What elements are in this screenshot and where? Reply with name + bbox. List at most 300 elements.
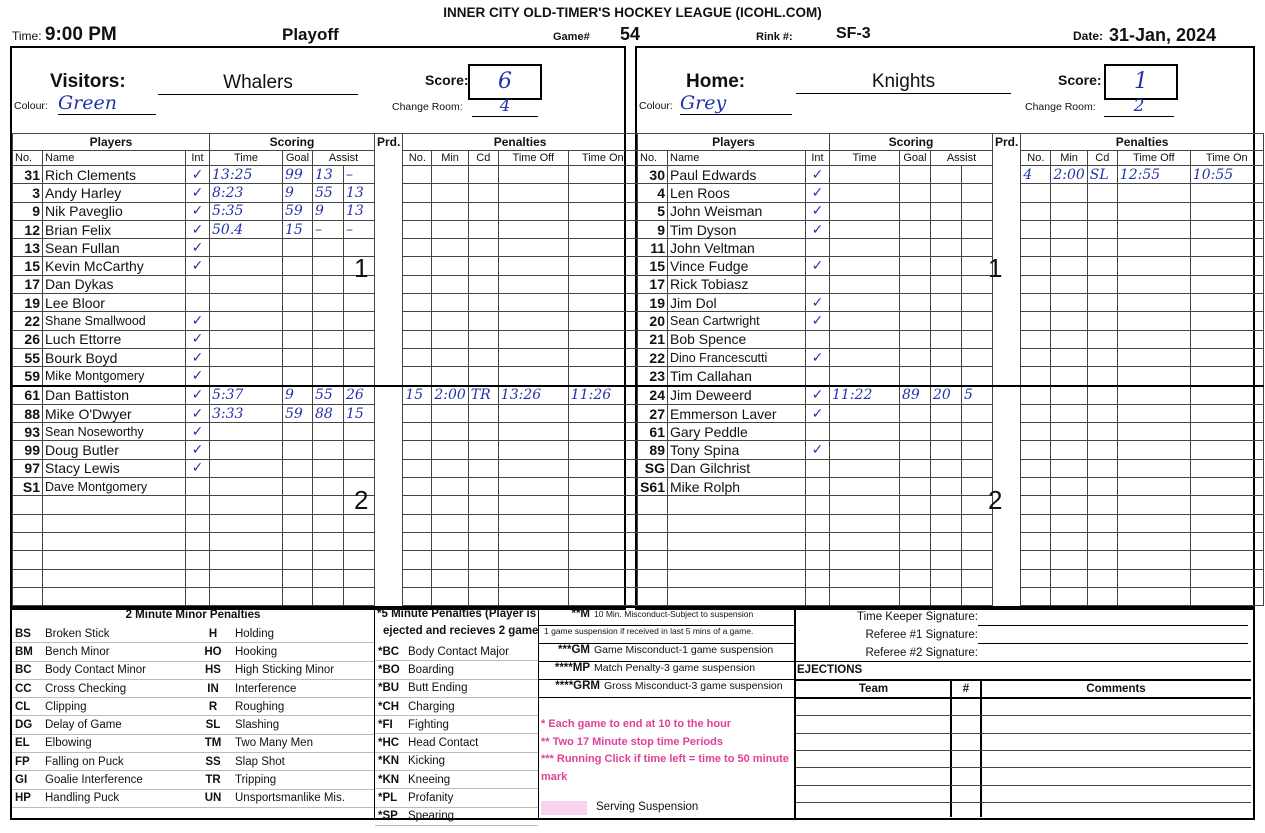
player-number: 26 [13, 330, 43, 348]
game-date: 31-Jan, 2024 [1109, 25, 1217, 45]
goal-scorer: 59 [283, 404, 313, 422]
penalty-code: TR [194, 771, 232, 789]
player-name: Luch Ettorre [43, 330, 186, 348]
goal-time [210, 275, 283, 293]
penalty-code [1087, 569, 1117, 587]
penalty-player [1021, 202, 1051, 220]
player-row [638, 294, 1264, 312]
player-name: Emmerson Laver [668, 404, 806, 422]
penalty-time-off [498, 478, 568, 496]
intro-check [186, 275, 210, 293]
player-row [13, 312, 638, 330]
player-name: John Veltman [668, 239, 806, 257]
penalty-code: HP [12, 789, 42, 807]
penalty-min [432, 532, 468, 550]
assist-1: 20 [931, 386, 962, 405]
penalty-time-off [498, 257, 568, 275]
home-colour-label: Colour: [639, 100, 673, 112]
assist-2 [962, 202, 993, 220]
goal-time [210, 441, 283, 459]
period-cell [993, 587, 1021, 605]
penalty-code: H [194, 625, 232, 643]
penalty-desc: Clipping [42, 698, 194, 716]
visitors-col-cd: Cd [468, 151, 498, 166]
assist-1 [931, 312, 962, 330]
penalty-time-off [1117, 348, 1190, 366]
intro-check [186, 532, 210, 550]
major-desc: Fighting [405, 716, 538, 734]
penalty-time-off [1117, 202, 1190, 220]
player-number: 89 [638, 441, 668, 459]
penalty-desc: Broken Stick [42, 625, 194, 643]
penalty-desc: Hooking [232, 643, 374, 661]
penalty-player [403, 330, 432, 348]
intro-check: ✓ [186, 348, 210, 366]
period-cell [375, 478, 403, 496]
penalty-time-on: 11:26 [568, 386, 637, 405]
goal-scorer [900, 423, 931, 441]
penalty-time-off [498, 514, 568, 532]
goal-scorer [283, 478, 313, 496]
legend-row [375, 807, 538, 825]
penalty-time-on [1190, 587, 1263, 605]
penalty-code [1087, 330, 1117, 348]
penalty-time-off [498, 202, 568, 220]
penalty-time-off [498, 459, 568, 477]
penalty-desc: Cross Checking [42, 679, 194, 697]
visitors-players-header: Players [13, 134, 210, 151]
penalty-code: EL [12, 734, 42, 752]
home-score-label: Score: [1058, 72, 1102, 88]
period-cell [993, 459, 1021, 477]
penalty-min [1051, 294, 1087, 312]
penalty-min [432, 294, 468, 312]
penalty-desc: Unsportsmanlike Mis. [232, 789, 374, 807]
penalty-time-off [1117, 478, 1190, 496]
visitors-change-room-label: Change Room: [392, 101, 463, 113]
period-cell [993, 569, 1021, 587]
player-number: 27 [638, 404, 668, 422]
penalty-code [1087, 294, 1117, 312]
assist-1 [931, 348, 962, 366]
goal-scorer: 9 [283, 184, 313, 202]
penalty-player [1021, 532, 1051, 550]
penalty-time-on [1190, 386, 1263, 405]
assist-1 [313, 478, 344, 496]
player-row [13, 184, 638, 202]
intro-check: ✓ [186, 312, 210, 330]
penalty-code [1087, 551, 1117, 569]
player-number: 59 [13, 367, 43, 386]
misconduct-item [540, 680, 792, 692]
penalty-min [432, 514, 468, 532]
player-name: Bob Spence [668, 330, 806, 348]
assist-2: 13 [344, 202, 375, 220]
assist-1 [931, 220, 962, 238]
goal-scorer [900, 166, 931, 184]
goal-scorer [283, 239, 313, 257]
goal-time [210, 348, 283, 366]
timekeeper-label: Time Keeper Signature: [856, 611, 978, 623]
period-cell [993, 220, 1021, 238]
goal-time [830, 257, 900, 275]
player-row [13, 404, 638, 422]
assist-2 [962, 312, 993, 330]
penalty-code [1087, 441, 1117, 459]
intro-check [806, 532, 830, 550]
goal-scorer: 9 [283, 386, 313, 405]
goal-scorer [900, 239, 931, 257]
assist-2: 26 [344, 386, 375, 405]
penalty-player [403, 202, 432, 220]
penalty-min [432, 423, 468, 441]
date-label: Date: [1073, 29, 1104, 43]
visitors-col-pen-no: No. [403, 151, 432, 166]
assist-1: 55 [313, 386, 344, 405]
intro-check: ✓ [806, 294, 830, 312]
visitors-col-min: Min [432, 151, 468, 166]
goal-time [830, 441, 900, 459]
penalty-player: 15 [403, 386, 432, 405]
visitors-col-name: Name [43, 151, 186, 166]
assist-1: 88 [313, 404, 344, 422]
penalty-min [432, 551, 468, 569]
penalty-time-off [1117, 386, 1190, 405]
intro-check: ✓ [806, 184, 830, 202]
misconduct-desc: 10 Min. Misconduct-Subject to suspension [594, 609, 754, 619]
major-code: *BO [375, 661, 405, 679]
goal-scorer [900, 220, 931, 238]
goal-time [830, 348, 900, 366]
player-row [13, 496, 638, 514]
penalty-time-off [498, 587, 568, 605]
penalty-code [1087, 312, 1117, 330]
assist-2 [962, 532, 993, 550]
assist-2 [962, 514, 993, 532]
player-row [13, 220, 638, 238]
player-name: Brian Felix [43, 220, 186, 238]
goal-scorer [900, 257, 931, 275]
penalty-time-off [1117, 569, 1190, 587]
penalty-time-on [568, 496, 637, 514]
penalty-time-on [1190, 404, 1263, 422]
penalty-min [1051, 496, 1087, 514]
penalty-time-off [1117, 441, 1190, 459]
player-name: Mike O'Dwyer [43, 404, 186, 422]
penalty-code [468, 514, 498, 532]
visitors-score: 6 [468, 64, 542, 100]
assist-2 [962, 551, 993, 569]
assist-2 [962, 404, 993, 422]
intro-check: ✓ [806, 220, 830, 238]
major-desc: Kicking [405, 752, 538, 770]
serving-suspension: Serving Suspension [596, 801, 699, 813]
period-cell [375, 441, 403, 459]
goal-time [830, 275, 900, 293]
misconduct-item [540, 644, 792, 656]
intro-check [186, 294, 210, 312]
assist-1 [313, 348, 344, 366]
goal-time [830, 404, 900, 422]
period-cell [375, 423, 403, 441]
penalty-player [1021, 569, 1051, 587]
goal-time [830, 587, 900, 605]
penalty-time-on [1190, 330, 1263, 348]
player-number: 12 [13, 220, 43, 238]
legend-row [12, 716, 374, 734]
goal-scorer [900, 514, 931, 532]
home-scoring-header: Scoring [830, 134, 993, 151]
penalty-time-off [498, 166, 568, 184]
penalty-time-off [1117, 239, 1190, 257]
legend-row [12, 771, 374, 789]
penalty-player [403, 184, 432, 202]
penalty-time-on [1190, 294, 1263, 312]
goal-scorer [283, 514, 313, 532]
goal-time [830, 239, 900, 257]
goal-time [830, 202, 900, 220]
period-cell [375, 459, 403, 477]
goal-time: 5:35 [210, 202, 283, 220]
major-desc: Boarding [405, 661, 538, 679]
penalty-player [1021, 478, 1051, 496]
player-number: 30 [638, 166, 668, 184]
penalty-time-on [1190, 423, 1263, 441]
player-name [668, 496, 806, 514]
period-cell [993, 404, 1021, 422]
goal-time [210, 257, 283, 275]
goal-scorer [900, 312, 931, 330]
assist-1 [313, 459, 344, 477]
penalty-code [468, 496, 498, 514]
penalty-code [468, 275, 498, 293]
assist-2 [344, 551, 375, 569]
intro-check: ✓ [806, 257, 830, 275]
period-cell [993, 330, 1021, 348]
penalty-time-off [498, 184, 568, 202]
penalty-code [1087, 496, 1117, 514]
penalty-player [403, 348, 432, 366]
goal-time [210, 478, 283, 496]
misconduct-item [540, 608, 792, 620]
player-number [638, 587, 668, 605]
assist-2: 5 [962, 386, 993, 405]
player-row [638, 275, 1264, 293]
player-name: Mike Montgomery [43, 367, 186, 386]
note-1: * Each game to end at 10 to the hour [541, 718, 732, 730]
goal-scorer [900, 496, 931, 514]
legend-row [12, 661, 374, 679]
assist-2 [344, 587, 375, 605]
penalty-time-on [568, 478, 637, 496]
player-row [13, 239, 638, 257]
player-row [638, 367, 1264, 386]
player-number: 9 [638, 220, 668, 238]
penalty-code [1087, 404, 1117, 422]
penalty-time-off [1117, 423, 1190, 441]
period-cell [993, 367, 1021, 386]
major-code: *BU [375, 679, 405, 697]
penalty-min [1051, 423, 1087, 441]
player-row [638, 239, 1264, 257]
goal-scorer [900, 348, 931, 366]
penalty-min [432, 404, 468, 422]
player-row [638, 459, 1264, 477]
intro-check: ✓ [806, 441, 830, 459]
intro-check: ✓ [806, 348, 830, 366]
visitors-colour-label: Colour: [14, 100, 48, 112]
goal-scorer [283, 348, 313, 366]
penalty-code [468, 459, 498, 477]
assist-1 [931, 404, 962, 422]
assist-1 [931, 532, 962, 550]
visitors-score-label: Score: [425, 72, 469, 88]
assist-2 [962, 166, 993, 184]
penalty-desc: Goalie Interference [42, 771, 194, 789]
major-desc: Butt Ending [405, 679, 538, 697]
assist-1: 9 [313, 202, 344, 220]
player-row [638, 496, 1264, 514]
goal-scorer: 59 [283, 202, 313, 220]
penalty-player [403, 459, 432, 477]
player-row [638, 514, 1264, 532]
goal-time [210, 496, 283, 514]
assist-2 [344, 514, 375, 532]
goal-scorer [283, 459, 313, 477]
player-number [13, 551, 43, 569]
legend-row [12, 753, 374, 771]
intro-check: ✓ [186, 367, 210, 386]
penalty-player [1021, 441, 1051, 459]
intro-check [806, 459, 830, 477]
player-row [13, 386, 638, 405]
penalty-time-off: 13:26 [498, 386, 568, 405]
goal-time [210, 514, 283, 532]
assist-1 [313, 257, 344, 275]
goal-scorer [900, 294, 931, 312]
player-row [13, 275, 638, 293]
player-name: Jim Deweerd [668, 386, 806, 405]
penalty-code: CL [12, 698, 42, 716]
player-name: Lee Bloor [43, 294, 186, 312]
penalty-code [468, 312, 498, 330]
player-number: S1 [13, 478, 43, 496]
goal-scorer [283, 367, 313, 386]
goal-time: 3:33 [210, 404, 283, 422]
player-number: S61 [638, 478, 668, 496]
penalty-min [432, 459, 468, 477]
player-name [668, 551, 806, 569]
intro-check: ✓ [806, 312, 830, 330]
visitors-change-room: 4 [472, 96, 538, 117]
player-number: 13 [13, 239, 43, 257]
intro-check [806, 239, 830, 257]
assist-2 [962, 459, 993, 477]
visitors-col-time-on: Time On [568, 151, 637, 166]
penalty-time-off [1117, 294, 1190, 312]
player-number [638, 532, 668, 550]
assist-1 [313, 441, 344, 459]
legend-row [375, 734, 538, 752]
intro-check [806, 423, 830, 441]
assist-1 [313, 275, 344, 293]
player-number: 15 [13, 257, 43, 275]
period-cell [375, 404, 403, 422]
goal-time: 13:25 [210, 166, 283, 184]
home-col-goal: Goal [900, 151, 931, 166]
goal-scorer [283, 441, 313, 459]
penalty-code [468, 348, 498, 366]
penalty-min [1051, 348, 1087, 366]
goal-time: 11:22 [830, 386, 900, 405]
period-cell [375, 257, 403, 275]
penalty-time-on [568, 514, 637, 532]
assist-1 [931, 459, 962, 477]
penalty-time-on [568, 220, 637, 238]
goal-scorer [283, 496, 313, 514]
period-cell [993, 423, 1021, 441]
ejections-label: EJECTIONS [797, 664, 863, 676]
assist-2: – [344, 166, 375, 184]
player-name: Nik Paveglio [43, 202, 186, 220]
home-col-name: Name [668, 151, 806, 166]
assist-2 [962, 441, 993, 459]
penalty-code [468, 569, 498, 587]
misconduct-code: ****MP [554, 662, 590, 674]
penalty-code: HS [194, 661, 232, 679]
penalty-code [468, 220, 498, 238]
penalty-min [1051, 532, 1087, 550]
intro-check: ✓ [186, 257, 210, 275]
player-name [668, 514, 806, 532]
goal-scorer [900, 330, 931, 348]
penalty-code [1087, 257, 1117, 275]
penalty-time-on [1190, 348, 1263, 366]
penalty-player [1021, 239, 1051, 257]
player-row [638, 202, 1264, 220]
period-cell [993, 532, 1021, 550]
penalty-code: HO [194, 643, 232, 661]
assist-2 [962, 423, 993, 441]
penalty-player [403, 532, 432, 550]
player-name [43, 587, 186, 605]
player-name: Jim Dol [668, 294, 806, 312]
intro-check: ✓ [806, 404, 830, 422]
penalty-code: R [194, 698, 232, 716]
player-name: Dino Francescutti [668, 348, 806, 366]
player-row [638, 478, 1264, 496]
goal-time [210, 459, 283, 477]
penalty-min [432, 441, 468, 459]
period-cell [375, 220, 403, 238]
penalty-time-off [498, 330, 568, 348]
intro-check: ✓ [186, 386, 210, 405]
intro-check [186, 478, 210, 496]
serving-swatch [541, 801, 587, 815]
assist-1: – [313, 220, 344, 238]
player-name: Rich Clements [43, 166, 186, 184]
major-code: *PL [375, 789, 405, 807]
goal-time [210, 587, 283, 605]
major-desc: Spearing [405, 807, 538, 825]
penalty-time-on [1190, 184, 1263, 202]
player-name: Dan Battiston [43, 386, 186, 405]
assist-1 [931, 239, 962, 257]
assist-1 [313, 514, 344, 532]
penalty-player [1021, 367, 1051, 386]
assist-1 [313, 496, 344, 514]
assist-2 [344, 367, 375, 386]
